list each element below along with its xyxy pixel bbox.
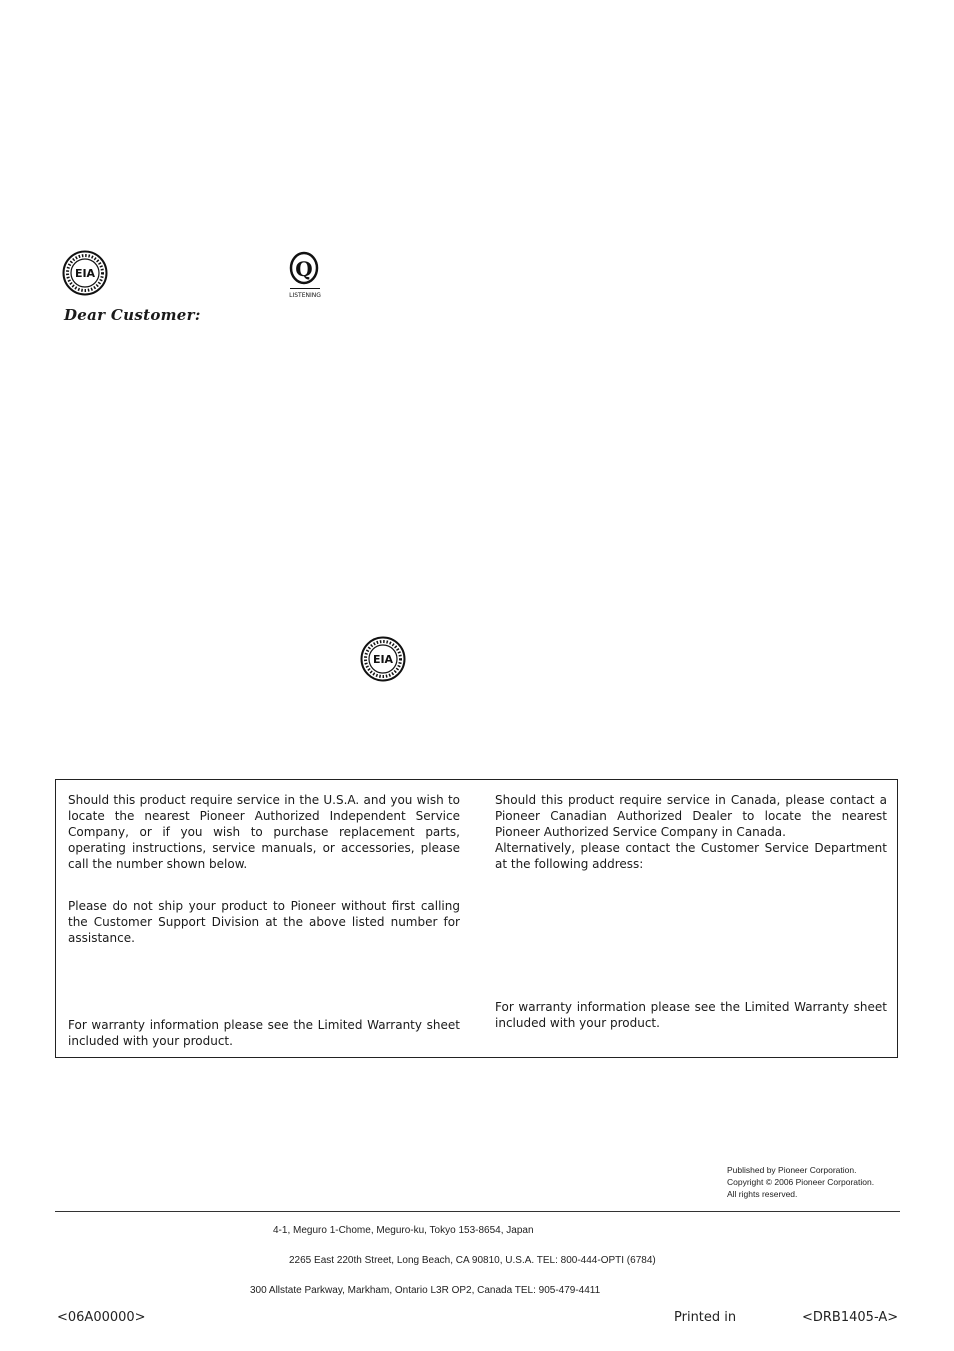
eia-logo [360, 636, 406, 682]
usa-service-text [68, 792, 460, 872]
canada-service-paragraph: Should this product require service in Canada, please contact a Pioneer Canadian Authorized Dealer to locate the nearest Pioneer Authorized Service Company in Canada. [495, 793, 887, 839]
publisher-line: Published by Pioneer Corporation. [727, 1165, 857, 1175]
q-logo-letter: Q [295, 257, 313, 281]
canada-warranty-paragraph: For warranty information please see the Limited Warranty sheet included with your product. [495, 1000, 887, 1030]
publisher-notice [727, 1164, 874, 1200]
document-code-right: <DRB1405-A> [802, 1310, 899, 1325]
usa-warranty-paragraph: For warranty information please see the Limited Warranty sheet included with your product. [68, 1018, 460, 1048]
document-code-left: <06A00000> [57, 1310, 146, 1325]
address-japan: 4-1, Meguro 1-Chome, Meguro-ku, Tokyo 153-8654, Japan [273, 1225, 534, 1236]
copyright-line: Copyright © 2006 Pioneer Corporation. [727, 1177, 875, 1187]
usa-warranty-text [68, 1017, 460, 1049]
address-usa: 2265 East 220th Street, Long Beach, CA 90810, U.S.A. TEL: 800-444-OPTI (6784) [289, 1255, 656, 1266]
canada-alternative-paragraph: Alternatively, please contact the Customer Service Department at the following address: [495, 841, 887, 871]
usa-service-paragraph: Should this product require service in the U.S.A. and you wish to locate the nearest Pioneer Authorized Independent Service Company, or if you wish to purchase replacement parts, operating instructions, service manuals, or accessories, please call the number shown below. [68, 793, 460, 871]
eia-logo [62, 250, 108, 296]
printed-in-label: Printed in [674, 1310, 737, 1325]
address-canada: 300 Allstate Parkway, Markham, Ontario L3R OP2, Canada TEL: 905-479-4411 [250, 1285, 601, 1296]
service-info-box [55, 779, 898, 1058]
canada-warranty-text [495, 999, 887, 1031]
rights-line: All rights reserved. [727, 1189, 798, 1199]
usa-shipping-paragraph: Please do not ship your product to Pioneer without first calling the Customer Support Division at the above listed number for assistance. [68, 899, 460, 945]
quality-listening-logo [286, 250, 326, 304]
usa-shipping-text [68, 898, 460, 946]
canada-service-text [495, 792, 887, 872]
q-logo-word: LISTENING [289, 292, 321, 299]
divider-line [55, 1211, 900, 1212]
greeting: Dear Customer: [64, 306, 201, 324]
eia-logo-text: EIA [372, 653, 394, 666]
eia-logo-text: EIA [74, 267, 96, 280]
